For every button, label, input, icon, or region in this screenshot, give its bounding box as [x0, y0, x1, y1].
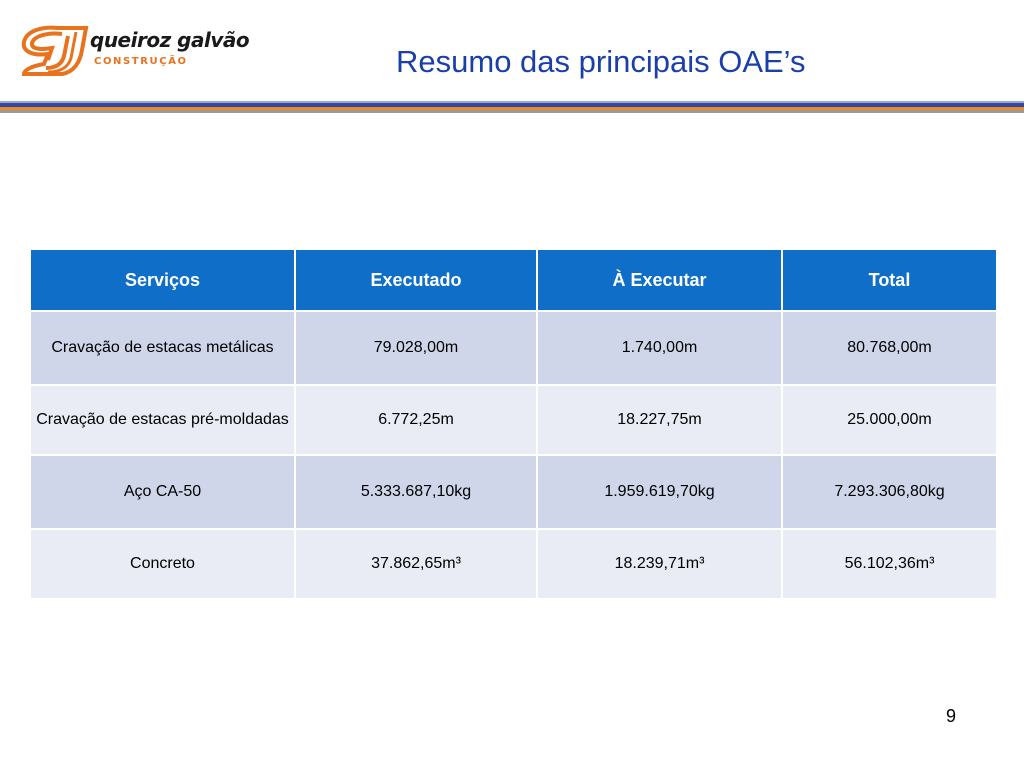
- company-logo: [18, 22, 250, 78]
- cell-a-executar: 1.740,00m: [537, 311, 782, 385]
- cell-total: 7.293.306,80kg: [782, 455, 997, 529]
- header-divider: [0, 101, 1024, 115]
- cell-servico: Aço CA-50: [30, 455, 295, 529]
- cell-executado: 5.333.687,10kg: [295, 455, 537, 529]
- table-row: [30, 385, 997, 455]
- cell-total: 25.000,00m: [782, 385, 997, 455]
- cell-executado: 79.028,00m: [295, 311, 537, 385]
- cell-a-executar: 18.239,71m³: [537, 529, 782, 599]
- cell-servico: Concreto: [30, 529, 295, 599]
- header-a-executar: À Executar: [537, 249, 782, 311]
- header-servicos: Serviços: [30, 249, 295, 311]
- cell-executado: 6.772,25m: [295, 385, 537, 455]
- cell-total: 56.102,36m³: [782, 529, 997, 599]
- table-row: [30, 529, 997, 599]
- queiroz-galvao-logo-icon: [18, 22, 90, 78]
- page-number: 9: [946, 706, 957, 726]
- cell-a-executar: 1.959.619,70kg: [537, 455, 782, 529]
- table-row: [30, 455, 997, 529]
- logo-wordmark: queiroz galvão: [90, 28, 250, 52]
- logo-subtitle: CONSTRUÇÃO: [94, 56, 188, 67]
- header-executado: Executado: [295, 249, 537, 311]
- table-header-row: [30, 249, 997, 311]
- cell-total: 80.768,00m: [782, 311, 997, 385]
- header-total: Total: [782, 249, 997, 311]
- cell-a-executar: 18.227,75m: [537, 385, 782, 455]
- table-row: [30, 311, 997, 385]
- oae-summary-table: [29, 248, 998, 600]
- cell-servico: Cravação de estacas pré-moldadas: [30, 385, 295, 455]
- slide-title: Resumo das principais OAE’s: [396, 44, 806, 79]
- cell-servico: Cravação de estacas metálicas: [30, 311, 295, 385]
- cell-executado: 37.862,65m³: [295, 529, 537, 599]
